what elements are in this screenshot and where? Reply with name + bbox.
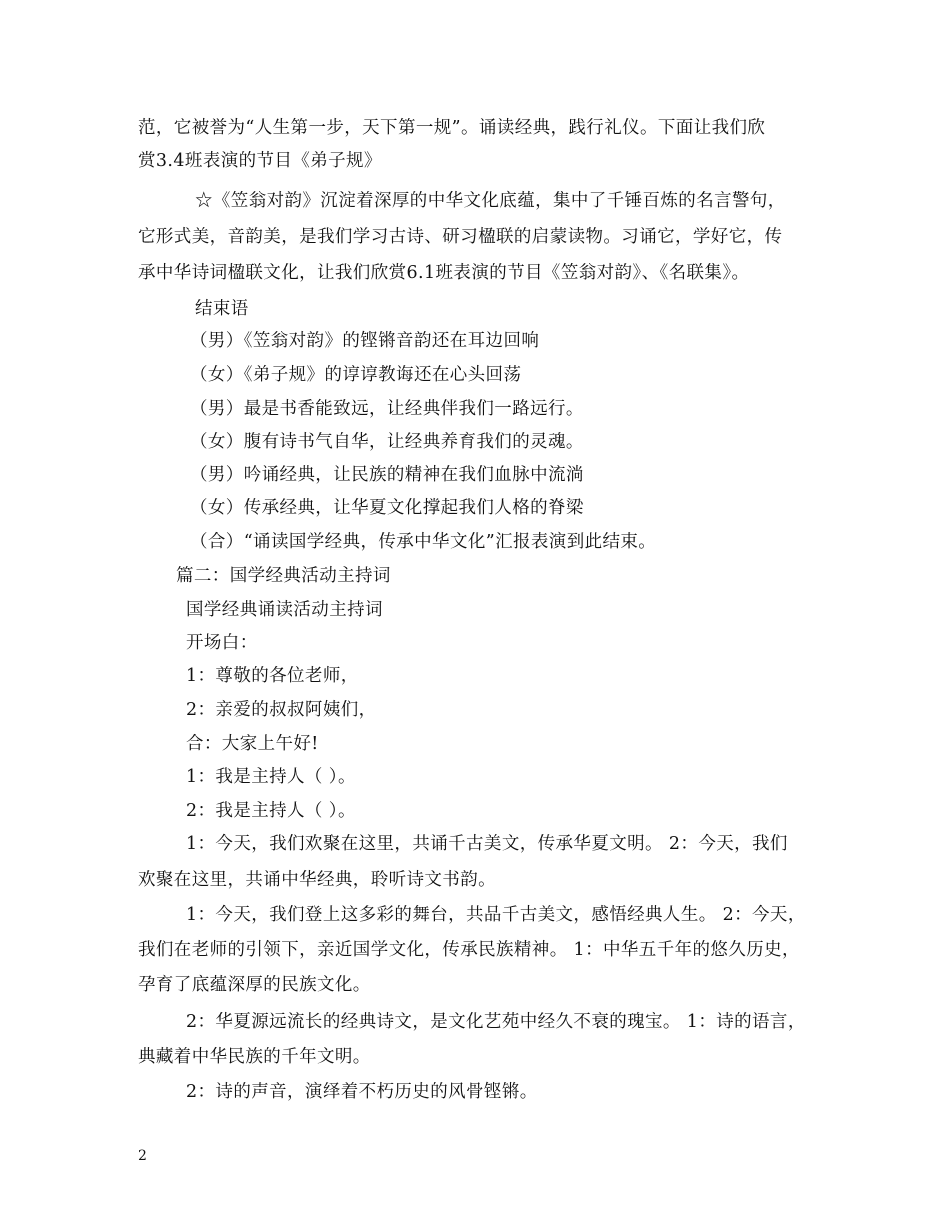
- text-line: 1：我是主持人（ ）。: [186, 767, 356, 787]
- text-line: （合）“诵读国学经典，传承中华文化”汇报表演到此结束。: [190, 532, 657, 552]
- text-line: （女）《弟子规》的谆谆教诲还在心头回荡: [190, 365, 522, 385]
- text-line: （男）吟诵经典，让民族的精神在我们血脉中流淌: [190, 465, 584, 485]
- text-line: 1：今天，我们欢聚在这里，共诵千古美文，传承华夏文明。 2：今天，我们: [186, 834, 788, 854]
- text-line: 2：华夏源远流长的经典诗文，是文化艺苑中经久不衰的瑰宝。 1：诗的语言，: [186, 1012, 806, 1032]
- text-line: 1：尊敬的各位老师，: [186, 666, 359, 686]
- text-line: 欢聚在这里，共诵中华经典，聆听诗文书韵。: [138, 870, 496, 890]
- text-line: 开场白：: [186, 633, 258, 653]
- text-line: （女）腹有诗书气自华，让经典养育我们的灵魂。: [190, 432, 584, 452]
- text-line: （男）《笠翁对韵》的铿锵音韵还在耳边回响: [190, 331, 540, 351]
- text-line: 范，它被誉为“人生第一步，天下第一规”。诵读经典，践行礼仪。下面让我们欣: [138, 118, 766, 138]
- text-line: 合：大家上午好!: [186, 734, 319, 754]
- section-heading: 结束语: [195, 299, 249, 319]
- text-line: 赏3.4班表演的节目《弟子规》: [138, 151, 382, 171]
- section-heading: 篇二：国学经典活动主持词: [176, 566, 391, 586]
- text-line: （男）最是书香能致远，让经典伴我们一路远行。: [190, 399, 584, 419]
- text-line: 2：诗的声音，演绎着不朽历史的风骨铿锵。: [186, 1082, 538, 1102]
- text-line: 它形式美，音韵美，是我们学习古诗、研习楹联的启蒙读物。习诵它，学好它，传: [138, 227, 783, 247]
- text-line: 承中华诗词楹联文化，让我们欣赏6.1班表演的节目《笠翁对韵》、《名联集》。: [138, 263, 750, 283]
- text-line: 1：今天，我们登上这多彩的舞台，共品千古美文，感悟经典人生。 2：今天，: [186, 905, 806, 925]
- text-line: （女）传承经典，让华夏文化撑起我们人格的脊梁: [190, 498, 584, 518]
- page-number: 2: [138, 1148, 147, 1164]
- text-line: 2：我是主持人（ ）。: [186, 801, 356, 821]
- text-line: 孕育了底蕴深厚的民族文化。: [138, 975, 371, 995]
- text-line: 典藏着中华民族的千年文明。: [138, 1047, 371, 1067]
- text-line: ☆《笠翁对韵》沉淀着深厚的中华文化底蕴，集中了千锤百炼的名言警句，: [195, 191, 786, 211]
- text-line: 我们在老师的引领下，亲近国学文化，传承民族精神。 1：中华五千年的悠久历史，: [138, 940, 800, 960]
- section-subheading: 国学经典诵读活动主持词: [186, 600, 383, 620]
- text-line: 2：亲爱的叔叔阿姨们，: [186, 700, 377, 720]
